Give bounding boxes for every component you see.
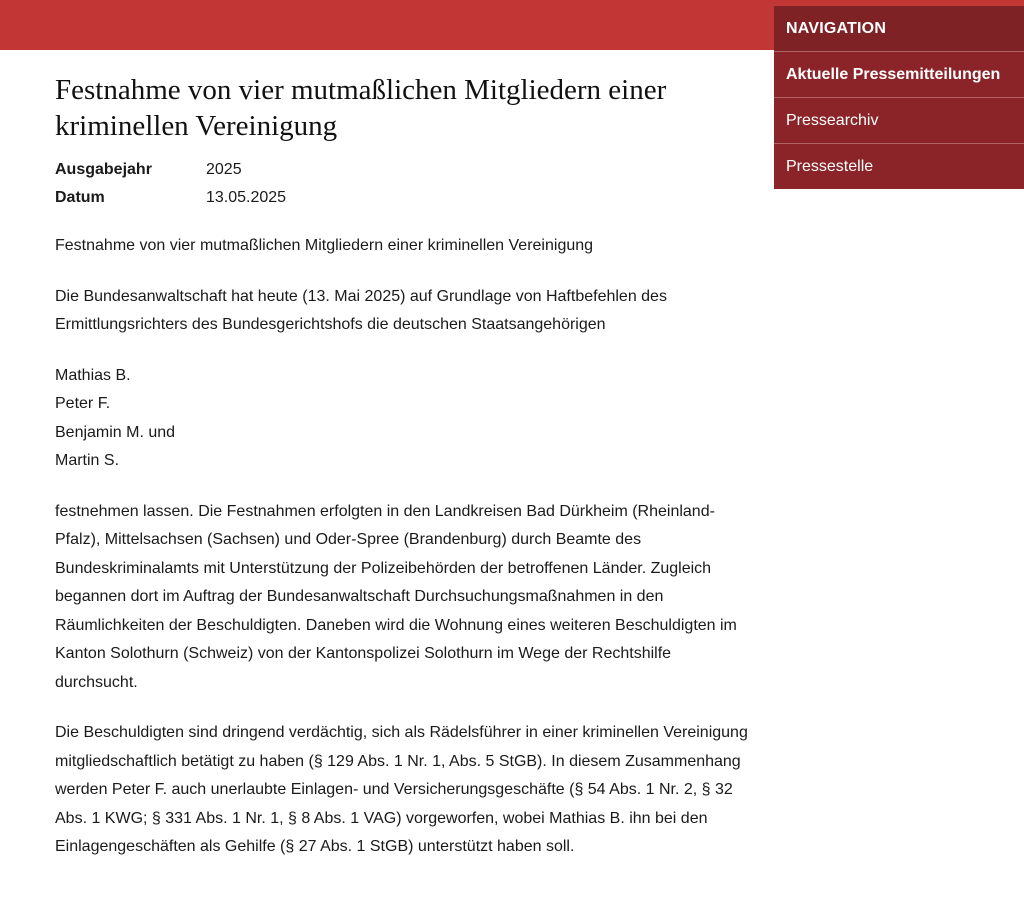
nav-item-aktuelle-pressemitteilungen[interactable]: Aktuelle Pressemitteilungen <box>774 51 1024 97</box>
paragraph-arrests: festnehmen lassen. Die Festnahmen erfolgten in den Landkreisen Bad Dürkheim (Rheinland-Pfalz), Mittelsachsen (Sachsen) und Oder-Spree (Brandenburg) durch Beamte des Bundeskriminalamts mit Unterstützung der Polizeibehörden der betroffenen Länder. Zugleich begannen dort im Auftrag der Bundesanwaltschaft Durchsuchungsmaßnahmen in den Räumlichkeiten der Beschuldigten. Daneben wird die Wohnung eines weiteren Beschuldigten im Kanton Solothurn (Schweiz) von der Kantonspolizei Solothurn im Wege der Rechtshilfe durchsucht. <box>55 502 737 691</box>
navigation-heading: NAVIGATION <box>774 6 1024 51</box>
nav-item-pressestelle[interactable]: Pressestelle <box>774 143 1024 189</box>
name-item: Mathias B. <box>55 366 131 384</box>
article-body <box>55 232 755 862</box>
date-value: 13.05.2025 <box>206 189 287 206</box>
date-label: Datum <box>55 189 105 206</box>
names-list <box>55 362 755 476</box>
name-item: Peter F. <box>55 395 111 412</box>
article-meta <box>55 156 755 212</box>
article-content <box>55 72 755 884</box>
year-value: 2025 <box>206 161 242 178</box>
paragraph-intro: Die Bundesanwaltschaft hat heute (13. Mai 2025) auf Grundlage von Haftbefehlen des Ermittlungsrichters des Bundesgerichtshofs die deutschen Staatsangehörigen <box>55 287 667 333</box>
name-item: Benjamin M. und <box>55 423 176 441</box>
page-title: Festnahme von vier mutmaßlichen Mitgliedern einer kriminellen Vereinigung <box>55 74 667 142</box>
name-item: Martin S. <box>55 452 120 469</box>
lead-paragraph: Festnahme von vier mutmaßlichen Mitgliedern einer kriminellen Vereinigung <box>55 237 594 254</box>
meta-row-date <box>55 184 755 212</box>
year-label: Ausgabejahr <box>55 161 152 178</box>
nav-item-pressearchiv[interactable]: Pressearchiv <box>774 97 1024 143</box>
meta-row-year <box>55 156 755 184</box>
navigation-panel <box>774 6 1024 189</box>
paragraph-charges: Die Beschuldigten sind dringend verdächtig, sich als Rädelsführer in einer kriminellen Vereinigung mitgliedschaftlich betätigt zu haben (§ 129 Abs. 1 Nr. 1, Abs. 5 StGB). In diesem Zusammenhang werden Peter F. auch unerlaubte Einlagen- und Versicherungsgeschäfte (§ 54 Abs. 1 Nr. 2, § 32 Abs. 1 KWG; § 331 Abs. 1 Nr. 1, § 8 Abs. 1 VAG) vorgeworfen, wobei Mathias B. ihn bei den Einlagengeschäften als Gehilfe (§ 27 Abs. 1 StGB) unterstützt haben soll. <box>55 724 748 855</box>
